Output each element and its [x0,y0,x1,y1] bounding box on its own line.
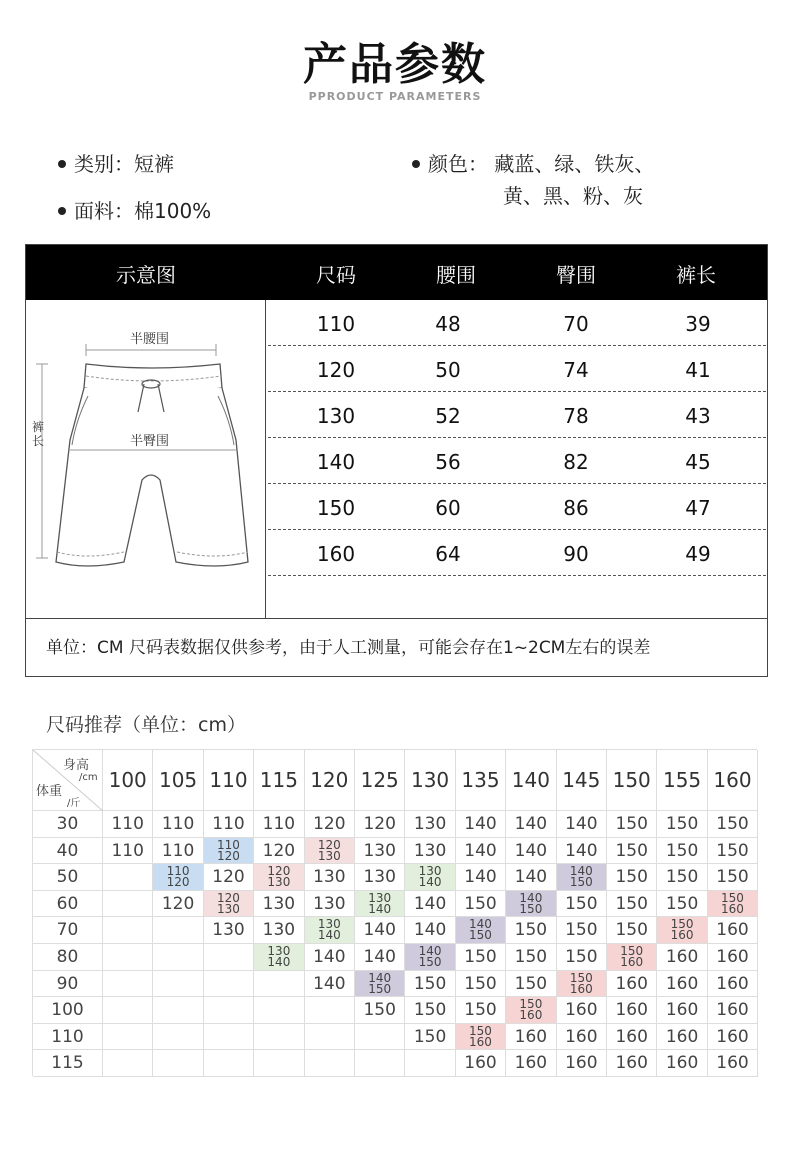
recommended-size-cell [355,891,405,918]
recommended-size-cell: 160 [607,1024,657,1051]
size-cell: 160 [316,542,356,566]
recommended-size-cell: 130 [254,891,304,918]
waist-cell: 52 [435,404,461,428]
hip-cell: 90 [563,542,589,566]
header-diagram: 示意图 [116,263,176,287]
height-header-cell: 115 [254,750,304,811]
recommended-size-cell: 160 [708,1050,758,1077]
recommended-size-cell: 160 [657,1024,707,1051]
recommended-size-cell: 120 [204,864,254,891]
recommended-size-cell: 160 [708,971,758,998]
recommended-size-cell: 160 [557,997,607,1024]
waist-cell: 48 [435,312,461,336]
split-size-value: 140 [519,890,543,905]
table-row [268,484,766,530]
split-size-value: 130 [217,901,240,916]
recommended-size-cell: 140 [557,838,607,865]
table-row [268,392,766,438]
split-size-value: 120 [317,837,341,852]
weight-header-cell: 70 [33,917,103,944]
recommended-size-cell: 110 [153,811,203,838]
recommended-size-cell: 160 [708,944,758,971]
split-size-value: 130 [418,864,442,879]
attribute-category [58,148,174,177]
recommended-size-cell: 150 [657,891,707,918]
waist-cell: 64 [435,542,461,566]
recommended-size-cell [254,997,304,1024]
split-size-value: 130 [267,875,291,890]
recommended-size-cell: 140 [506,811,556,838]
recommended-size-cell: 160 [456,1050,506,1077]
length-cell: 45 [685,450,711,474]
attribute-color-text: 颜色： 藏蓝、绿、铁灰、 [428,152,655,176]
recommended-size-cell [103,971,153,998]
recommended-size-cell: 140 [405,891,455,918]
recommended-size-cell: 140 [557,811,607,838]
label-half-waist: 半腰围 [130,332,170,347]
split-size-value: 130 [317,917,341,932]
height-header-cell: 110 [204,750,254,811]
split-size-value: 150 [670,917,694,932]
recommendation-title: 尺码推荐（单位：cm） [46,714,246,736]
hip-cell: 86 [563,496,589,520]
recommended-size-cell: 110 [254,811,304,838]
recommended-size-cell [506,891,556,918]
recommended-size-cell [557,971,607,998]
recommended-size-cell [305,1024,355,1051]
recommended-size-cell [305,917,355,944]
grid-corner-cell [33,750,103,811]
split-size-value: 150 [569,970,593,985]
recommended-size-cell: 130 [405,838,455,865]
label-length: 裤长 [32,420,45,448]
height-header-cell: 125 [355,750,405,811]
recommended-size-cell: 160 [708,917,758,944]
recommended-size-cell [355,1050,405,1077]
split-size-value: 150 [418,955,442,969]
hip-cell: 74 [563,358,589,382]
length-cell: 41 [685,358,711,382]
recommended-size-cell: 160 [607,1050,657,1077]
recommended-size-cell: 110 [153,838,203,865]
attribute-color [412,148,654,177]
split-size-value: 160 [519,1008,543,1023]
size-table [25,244,768,677]
split-size-value: 160 [721,901,744,916]
recommended-size-cell: 160 [657,971,707,998]
recommended-size-cell: 140 [305,944,355,971]
split-size-value: 150 [368,981,392,996]
header-length: 裤长 [676,263,716,287]
split-size-value: 160 [469,1034,492,1049]
recommended-size-cell: 150 [657,838,707,865]
weight-header-cell: 100 [33,997,103,1024]
recommended-size-cell [204,1050,254,1077]
corner-weight-unit: /斤 [67,798,81,809]
size-cell: 130 [316,404,356,428]
attribute-fabric-text: 面料：棉100% [74,199,212,223]
recommended-size-cell: 130 [405,811,455,838]
recommended-size-cell [305,1050,355,1077]
size-cell: 120 [316,358,356,382]
recommended-size-cell: 160 [506,1050,556,1077]
recommended-size-cell [204,997,254,1024]
recommended-size-cell: 150 [456,891,506,918]
bullet-icon [58,160,66,168]
recommended-size-cell [103,997,153,1024]
table-row [268,346,766,392]
recommended-size-cell: 120 [153,891,203,918]
split-size-value: 150 [469,1023,492,1038]
recommended-size-cell: 160 [708,1024,758,1051]
split-size-value: 130 [317,848,341,863]
weight-header-cell: 115 [33,1050,103,1077]
weight-header-cell: 80 [33,944,103,971]
bullet-icon [58,207,66,215]
recommended-size-cell: 150 [657,811,707,838]
recommended-size-cell: 140 [456,864,506,891]
recommended-size-cell: 150 [355,997,405,1024]
recommended-size-cell [254,1024,304,1051]
split-size-value: 150 [519,997,543,1012]
height-header-cell: 130 [405,750,455,811]
shorts-diagram-icon [26,300,266,618]
recommended-size-cell [254,944,304,971]
recommended-size-cell: 160 [657,1050,707,1077]
recommended-size-cell [657,917,707,944]
corner-weight-label: 体重 [36,784,63,799]
height-header-cell: 160 [708,750,758,811]
split-size-value: 120 [217,890,240,905]
recommended-size-cell: 160 [708,997,758,1024]
recommended-size-cell: 140 [405,917,455,944]
recommended-size-cell: 110 [204,811,254,838]
table-row [268,300,766,346]
bullet-icon [412,160,420,168]
recommended-size-cell: 140 [305,971,355,998]
recommended-size-cell: 120 [254,838,304,865]
split-size-value: 140 [418,944,442,958]
recommended-size-cell: 150 [506,917,556,944]
split-size-value: 130 [267,944,291,958]
height-header-cell: 120 [305,750,355,811]
recommended-size-cell: 150 [506,971,556,998]
length-cell: 43 [685,404,711,428]
recommended-size-cell [607,944,657,971]
split-size-value: 150 [721,890,744,905]
recommended-size-cell: 130 [305,891,355,918]
recommended-size-cell [305,838,355,865]
recommended-size-cell [153,997,203,1024]
split-size-value: 140 [267,955,291,969]
recommended-size-cell [305,997,355,1024]
waist-cell: 50 [435,358,461,382]
split-size-value: 120 [217,848,240,863]
recommended-size-cell [204,891,254,918]
header-waist: 腰围 [436,263,476,287]
size-cell: 150 [316,496,356,520]
recommended-size-cell: 110 [103,838,153,865]
recommended-size-cell [103,1050,153,1077]
recommended-size-cell [204,971,254,998]
recommended-size-cell: 150 [607,864,657,891]
size-table-header [26,245,767,300]
waist-cell: 60 [435,496,461,520]
waist-cell: 56 [435,450,461,474]
split-size-value: 140 [569,864,593,879]
split-size-value: 140 [368,970,392,985]
page-title: 产品参数 [303,39,487,90]
recommended-size-cell: 150 [708,838,758,865]
recommended-size-cell [254,864,304,891]
size-recommendation-grid [32,749,757,1076]
weight-header-cell: 90 [33,971,103,998]
recommended-size-cell: 150 [708,811,758,838]
length-cell: 47 [685,496,711,520]
split-size-value: 160 [670,928,694,943]
recommended-size-cell [405,864,455,891]
size-cell: 140 [316,450,356,474]
recommended-size-cell [204,944,254,971]
height-header-cell: 155 [657,750,707,811]
recommended-size-cell: 160 [657,944,707,971]
split-size-value: 120 [166,875,190,890]
header-hip: 臀围 [556,263,596,287]
split-size-value: 160 [569,981,593,996]
split-size-value: 160 [620,955,644,969]
recommended-size-cell: 150 [456,997,506,1024]
split-size-value: 140 [469,917,492,932]
height-header-cell: 100 [103,750,153,811]
recommended-size-cell [153,944,203,971]
split-size-value: 110 [217,837,240,852]
recommended-size-cell: 150 [557,917,607,944]
hip-cell: 82 [563,450,589,474]
height-header-cell: 145 [557,750,607,811]
attribute-color-continued: 黄、黑、粉、灰 [503,184,643,208]
recommended-size-cell: 160 [607,971,657,998]
recommended-size-cell: 150 [657,864,707,891]
weight-header-cell: 30 [33,811,103,838]
corner-height-unit: /cm [79,772,98,783]
weight-header-cell: 40 [33,838,103,865]
weight-header-cell: 110 [33,1024,103,1051]
split-size-value: 150 [620,944,644,958]
recommended-size-cell [103,1024,153,1051]
recommended-size-cell: 150 [607,917,657,944]
recommended-size-cell: 150 [405,971,455,998]
recommended-size-cell [405,1050,455,1077]
size-cell: 110 [316,312,356,336]
recommended-size-cell: 130 [305,864,355,891]
measurement-note: 单位：CM 尺码表数据仅供参考，由于人工测量，可能会存在1~2CM左右的误差 [26,618,767,677]
split-size-value: 150 [569,875,593,890]
recommended-size-cell: 150 [708,864,758,891]
recommended-size-cell [204,838,254,865]
recommended-size-cell: 120 [355,811,405,838]
recommended-size-cell: 150 [557,944,607,971]
weight-header-cell: 50 [33,864,103,891]
recommended-size-cell [456,917,506,944]
recommended-size-cell [456,1024,506,1051]
recommended-size-cell [153,917,203,944]
recommended-size-cell: 150 [405,997,455,1024]
recommended-size-cell [708,891,758,918]
recommended-size-cell: 140 [506,838,556,865]
height-header-cell: 105 [153,750,203,811]
recommended-size-cell: 160 [557,1024,607,1051]
recommended-size-cell: 150 [607,811,657,838]
shorts-diagram [26,300,266,618]
height-header-cell: 140 [506,750,556,811]
recommended-size-cell: 150 [607,891,657,918]
split-size-value: 110 [166,864,190,879]
recommended-size-cell: 150 [456,944,506,971]
table-row [268,530,766,576]
split-size-value: 140 [418,875,442,890]
recommended-size-cell: 110 [103,811,153,838]
recommended-size-cell [405,944,455,971]
recommended-size-cell [103,864,153,891]
split-size-value: 130 [368,890,392,905]
recommended-size-cell [103,891,153,918]
recommended-size-cell [103,917,153,944]
length-cell: 39 [685,312,711,336]
attribute-category-text: 类别：短裤 [74,152,174,176]
split-size-value: 150 [519,901,543,916]
recommended-size-cell [557,864,607,891]
recommended-size-cell: 140 [506,864,556,891]
recommended-size-cell [153,971,203,998]
hip-cell: 78 [563,404,589,428]
recommended-size-cell [506,997,556,1024]
recommended-size-cell: 140 [355,917,405,944]
split-size-value: 120 [267,864,291,879]
header-size: 尺码 [316,263,356,287]
hip-cell: 70 [563,312,589,336]
weight-header-cell: 60 [33,891,103,918]
recommended-size-cell: 150 [557,891,607,918]
corner-height-label: 身高 [63,758,90,773]
recommended-size-cell [153,1050,203,1077]
recommended-size-cell: 160 [557,1050,607,1077]
page-subtitle: PPRODUCT PARAMETERS [308,90,482,103]
recommended-size-cell [254,1050,304,1077]
recommended-size-cell: 140 [456,838,506,865]
height-header-cell: 135 [456,750,506,811]
recommended-size-cell: 130 [355,864,405,891]
recommended-size-cell: 130 [254,917,304,944]
recommended-size-cell [103,944,153,971]
recommended-size-cell: 130 [204,917,254,944]
split-size-value: 150 [469,928,492,943]
table-row [268,438,766,484]
split-size-value: 140 [368,901,392,916]
attribute-fabric [58,195,211,224]
recommended-size-cell [355,971,405,998]
recommended-size-cell: 150 [405,1024,455,1051]
recommended-size-cell [355,1024,405,1051]
recommended-size-cell [204,1024,254,1051]
recommended-size-cell: 150 [607,838,657,865]
recommended-size-cell: 160 [506,1024,556,1051]
recommended-size-cell: 150 [506,944,556,971]
recommended-size-cell [254,971,304,998]
split-size-value: 140 [317,928,341,943]
recommended-size-cell: 120 [305,811,355,838]
recommended-size-cell: 150 [456,971,506,998]
recommended-size-cell [153,1024,203,1051]
length-cell: 49 [685,542,711,566]
recommended-size-cell [153,864,203,891]
label-half-hip: 半臀围 [130,434,170,449]
recommended-size-cell: 160 [657,997,707,1024]
recommended-size-cell: 130 [355,838,405,865]
recommended-size-cell: 160 [607,997,657,1024]
height-header-cell: 150 [607,750,657,811]
recommended-size-cell: 140 [456,811,506,838]
recommended-size-cell: 140 [355,944,405,971]
